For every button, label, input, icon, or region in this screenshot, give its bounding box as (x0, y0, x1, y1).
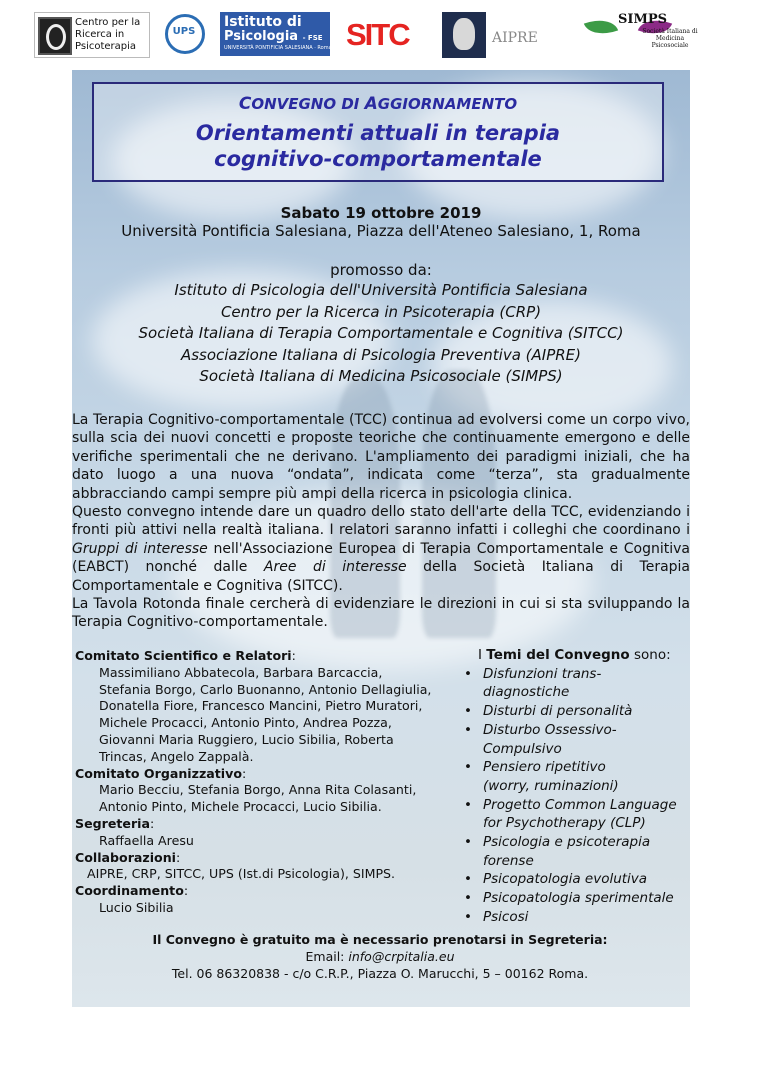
registration-footer (150, 931, 610, 982)
simps-logo: SIMPS Società Italiana di Medicina Psicosociale (578, 10, 708, 64)
logo-bar (0, 0, 762, 70)
crp-logo-text: Centro per la Ricerca in Psicoterapia (75, 17, 141, 52)
crp-emblem-icon (38, 17, 72, 55)
committee-heading: Comitato Scientifico e Relatori: (75, 648, 296, 663)
committee-members: Lucio Sibilia (99, 899, 174, 915)
topic-item: • Disturbi di personalità (464, 702, 690, 721)
promoter-item: Società Italiana di Terapia Comportamentale e Cognitiva (SITCC) (138, 324, 624, 342)
topic-item: • Psicologia e psicoterapia forense (464, 833, 690, 870)
committee-members: Raffaella Aresu (99, 832, 194, 848)
aipre-logo: AIPRE (442, 12, 548, 58)
topic-item: • Disfunzioni trans- diagnostiche (464, 665, 690, 702)
topic-item: • Psicopatologia sperimentale (464, 889, 690, 908)
promoter-item: Associazione Italiana di Psicologia Preventiva (AIPRE) (180, 345, 582, 364)
topics (464, 646, 690, 927)
description-paragraph: La Terapia Cognitivo-comportamentale (TCC) continua ad evolversi come un corpo vivo, sulla scia dei nuovi concetti e proposte teoriche che continuamente emergono e delle verifiche sperimentali che ne derivano. L'ampliamento dei paradigmi iniziali, che ha dato luogo a una nuova “ondata”, indicata come “terza”, sta gradualmente abbracciando campi sempre più ampi della ricerca in psicologia clinica. (72, 412, 690, 502)
description-paragraph: Questo convegno intende dare un quadro dello stato dell'arte della TCC, evidenziando i fronti più attivi nella realtà italiana. I relatori saranno infatti i colleghi che coordinano i Gruppi di interesse nell'Associazione Europea di Terapia Comportamentale e Cognitiva (EABCT) nonché dalle Aree di interesse della Società Italiana di Terapia Comportamentale e Cognitiva (SITCC). (72, 504, 691, 594)
crp-logo (34, 12, 150, 58)
title-box (92, 82, 664, 182)
committee-heading: Coordinamento: (75, 883, 189, 899)
promoter-item: Società Italiana di Medicina Psicosociale (SIMPS) (199, 367, 563, 385)
promoter-item: Centro per la Ricerca in Psicoterapia (CRP) (220, 302, 542, 321)
email-link[interactable]: info@crpitalia.eu (348, 949, 455, 964)
contact-email: Email: info@crpitalia.eu (305, 949, 455, 964)
page-title: Orientamenti attuali in terapia cognitivo-comportamentale (195, 121, 561, 171)
committee-members: Massimiliano Abbatecola, Barbara Barcaccia, Stefania Borgo, Carlo Buonanno, Antonio Dellagiulia, Donatella Fiore, Francesco Mancini, Pietro Muratori, Michele Procacci, Antonio Pinto, Andrea Pozza, Giovanni Maria Ruggiero, Lucio Sibilia, Roberta Trincas, Angelo Zappalà. (99, 664, 432, 764)
topics-heading: I Temi del Convegno sono: (478, 647, 671, 663)
event-kicker: CONVEGNO DI AGGIORNAMENTO (238, 94, 518, 114)
committee-heading: Comitato Organizzativo: (75, 765, 247, 781)
committee-heading: Segreteria: (75, 815, 155, 831)
registration-notice: Il Convegno è gratuito ma è necessario prenotarsi in Segreteria: (152, 932, 608, 947)
committees (75, 648, 455, 917)
topic-item: • Psicopatologia evolutiva (464, 870, 690, 889)
sitcc-logo: SITC (346, 17, 409, 52)
topic-item: • Progetto Common Language for Psychotherapy (CLP) (464, 796, 690, 833)
committee-members: AIPRE, CRP, SITCC, UPS (Ist.di Psicologia), SIMPS. (87, 866, 396, 882)
promoters-list (72, 280, 690, 388)
aipre-portrait-icon (442, 12, 486, 58)
committee-heading: Collaborazioni: (75, 849, 181, 865)
promoters-label: promosso da: (330, 261, 432, 279)
topic-item: • Disturbo Ossessivo- Compulsivo (464, 721, 690, 758)
event-date: Sabato 19 ottobre 2019 (280, 204, 482, 222)
description (72, 411, 690, 632)
topic-item: • Psicosi (464, 908, 690, 927)
promoter-item: Istituto di Psicologia dell'Università Pontificia Salesiana (174, 281, 588, 299)
contact-address: Tel. 06 86320838 - c/o C.R.P., Piazza O. Marucchi, 5 – 00162 Roma. (171, 966, 589, 981)
istituto-psicologia-logo: Istituto di Psicologia - FSE UNIVERSITÀ PONTIFICIA SALESIANA · Roma (220, 12, 330, 56)
simps-leaf-icon (584, 13, 618, 40)
committee-members: Mario Becciu, Stefania Borgo, Anna Rita Colasanti, Antonio Pinto, Michele Procacci, Lucio Sibilia. (99, 782, 417, 815)
ups-logo: UPS (163, 12, 203, 56)
event-place: Università Pontificia Salesiana, Piazza dell'Ateneo Salesiano, 1, Roma (121, 222, 641, 240)
description-paragraph: La Tavola Rotonda finale cercherà di evidenziare le direzioni in cui si sta sviluppando la Terapia Cognitivo-comportamentale. (72, 596, 690, 631)
topics-list (464, 665, 690, 927)
topic-item: • Pensiero ripetitivo (worry, ruminazioni) (464, 758, 690, 795)
